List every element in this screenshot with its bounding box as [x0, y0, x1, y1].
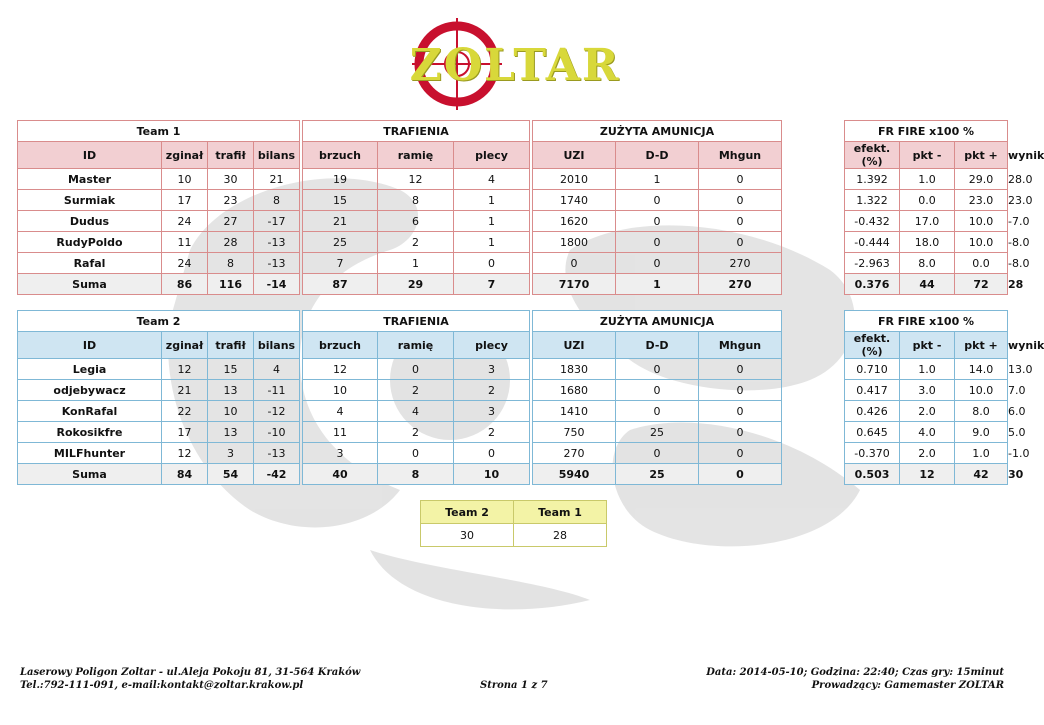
team2-player-cell: 2 — [378, 422, 454, 443]
team1-player-cell: 0.0 — [900, 190, 955, 211]
team1-player-cell: 1 — [616, 169, 699, 190]
team1-column-header-cell: efekt.(%) — [845, 142, 900, 169]
team1-column-header-cell: bilans — [254, 142, 300, 169]
team2-player-row: Legia 12 15 4 12 0 3 1830 0 0 0.710 1.0 14.0 13.0 — [18, 359, 1008, 380]
footer-address: Laserowy Poligon Zoltar - ul.Aleja Pokoju 81, 31-564 Kraków — [20, 667, 361, 678]
team2-player-cell: KonRafal — [18, 401, 162, 422]
team2-column-header-cell: D-D — [616, 332, 699, 359]
team2-sum-cell: 0.503 — [845, 464, 900, 485]
team1-column-header-row: ID zginał trafił bilans brzuch ramię plecy UZI D-D Mhgun efekt.(%) pkt - pkt + wynik — [18, 142, 1008, 169]
team1-player-cell: -17 — [254, 211, 300, 232]
team1-sum-cell: 86 — [162, 274, 208, 295]
result-value-cell: 30 — [421, 524, 514, 547]
team1-sum-cell: -14 — [254, 274, 300, 295]
team1-column-header-cell: plecy — [454, 142, 530, 169]
team2-group-frfire: FR FIRE x100 % — [845, 311, 1008, 332]
team2-player-row: MILFhunter 12 3 -13 3 0 0 270 0 0 -0.370 2.0 1.0 -1.0 — [18, 443, 1008, 464]
team1-player-row: Master 10 30 21 19 12 4 2010 1 0 1.392 1.0 29.0 28.0 — [18, 169, 1008, 190]
team2-column-header-cell: pkt - — [900, 332, 955, 359]
column-gap — [782, 211, 845, 232]
column-gap — [782, 169, 845, 190]
footer-host: Prowadzący: Gamemaster ZOLTAR — [811, 680, 1004, 691]
team2-player-cell: 25 — [616, 422, 699, 443]
team1-player-cell: 8 — [378, 190, 454, 211]
team1-player-cell: -0.432 — [845, 211, 900, 232]
column-gap — [782, 422, 845, 443]
team2-player-cell: 1.0 — [955, 443, 1008, 464]
team1-column-header-cell: brzuch — [303, 142, 378, 169]
team2-player-cell: 0 — [699, 422, 782, 443]
team2-player-cell: 0 — [616, 359, 699, 380]
team2-player-cell: 10 — [303, 380, 378, 401]
team2-column-header-cell: bilans — [254, 332, 300, 359]
team1-player-cell: Dudus — [18, 211, 162, 232]
team2-player-cell: 2 — [378, 380, 454, 401]
team2-sum-cell: 84 — [162, 464, 208, 485]
team1-player-cell: 27 — [208, 211, 254, 232]
team1-sum-cell: 0.376 — [845, 274, 900, 295]
team2-player-cell: 14.0 — [955, 359, 1008, 380]
team2-title: Team 2 — [18, 311, 300, 332]
team2-player-cell: MILFhunter — [18, 443, 162, 464]
team2-player-cell: 0 — [699, 380, 782, 401]
team2-column-header-cell: UZI — [533, 332, 616, 359]
team1-player-cell: 0 — [699, 169, 782, 190]
team2-player-cell: 0 — [616, 380, 699, 401]
team2-player-cell: 0 — [699, 443, 782, 464]
team2-player-cell: 21 — [162, 380, 208, 401]
team1-player-cell: 12 — [378, 169, 454, 190]
team1-player-cell: 0.0 — [955, 253, 1008, 274]
column-gap — [782, 401, 845, 422]
team2-player-cell: 8.0 — [955, 401, 1008, 422]
team1-player-cell: 0 — [616, 232, 699, 253]
team2-player-cell: 4 — [378, 401, 454, 422]
result-header-row — [421, 501, 607, 524]
team2-player-cell: 2 — [454, 380, 530, 401]
team2-player-cell: 0.645 — [845, 422, 900, 443]
team2-player-cell: 15 — [208, 359, 254, 380]
team1-player-cell: 1 — [378, 253, 454, 274]
team2-player-cell: 17 — [162, 422, 208, 443]
column-gap — [782, 359, 845, 380]
team1-player-cell: 6 — [378, 211, 454, 232]
team2-player-cell: 2 — [454, 422, 530, 443]
team2-player-cell: 13 — [208, 380, 254, 401]
column-gap — [782, 142, 845, 169]
team1-player-cell: 1 — [454, 190, 530, 211]
team2-player-cell: -11 — [254, 380, 300, 401]
team1-player-cell: 7 — [303, 253, 378, 274]
column-gap — [782, 380, 845, 401]
column-gap — [782, 443, 845, 464]
team1-body — [18, 169, 1033, 295]
team1-player-cell: 0 — [699, 211, 782, 232]
team2-player-cell: 0 — [378, 443, 454, 464]
team1-player-cell: 18.0 — [900, 232, 955, 253]
team1-group-trafienia: TRAFIENIA — [303, 121, 530, 142]
team2-group-amunicja: ZUŻYTA AMUNICJA — [533, 311, 782, 332]
team1-player-cell: 1740 — [533, 190, 616, 211]
team1-player-cell: 24 — [162, 211, 208, 232]
team1-column-header-cell: ID — [18, 142, 162, 169]
team1-player-cell: 10.0 — [955, 211, 1008, 232]
team2-sum-cell: 25 — [616, 464, 699, 485]
team1-player-cell: 0 — [699, 232, 782, 253]
team2-group-trafienia: TRAFIENIA — [303, 311, 530, 332]
team1-player-cell: 25 — [303, 232, 378, 253]
team1-player-cell: 0 — [616, 211, 699, 232]
team1-table — [17, 120, 1044, 295]
team1-player-cell: 0 — [699, 190, 782, 211]
team1-player-cell: -0.444 — [845, 232, 900, 253]
team1-column-header-cell: UZI — [533, 142, 616, 169]
team1-player-cell: 8 — [208, 253, 254, 274]
team1-player-cell: Surmiak — [18, 190, 162, 211]
team2-player-cell: 0.710 — [845, 359, 900, 380]
team2-player-cell: 13 — [208, 422, 254, 443]
team2-player-cell: odjebywacz — [18, 380, 162, 401]
team2-table — [17, 310, 1044, 485]
team2-player-cell: 2.0 — [900, 401, 955, 422]
result-value-cell: 28 — [514, 524, 607, 547]
column-gap — [782, 232, 845, 253]
result-header-cell: Team 2 — [421, 501, 514, 524]
team2-sum-cell: 12 — [900, 464, 955, 485]
team1-column-header-cell: Mhgun — [699, 142, 782, 169]
result-value-row — [421, 524, 607, 547]
team1-sum-cell: 116 — [208, 274, 254, 295]
team1-player-row: Dudus 24 27 -17 21 6 1 1620 0 0 -0.432 17.0 10.0 -7.0 — [18, 211, 1008, 232]
team2-player-cell: 2.0 — [900, 443, 955, 464]
result-header-cell: Team 1 — [514, 501, 607, 524]
column-gap — [782, 332, 845, 359]
team1-player-cell: 0 — [533, 253, 616, 274]
team2-player-cell: 3 — [454, 359, 530, 380]
team2-player-cell: 22 — [162, 401, 208, 422]
team1-sum-cell: 270 — [699, 274, 782, 295]
team1-player-cell: 2 — [378, 232, 454, 253]
team1-group-amunicja: ZUŻYTA AMUNICJA — [533, 121, 782, 142]
team2-player-cell: -12 — [254, 401, 300, 422]
footer-game-info: Data: 2014-05-10; Godzina: 22:40; Czas gry: 15minut — [706, 667, 1004, 678]
team2-column-header-cell: zginał — [162, 332, 208, 359]
team2-player-cell: 1.0 — [900, 359, 955, 380]
team1-player-cell: 11 — [162, 232, 208, 253]
team1-player-cell: 17 — [162, 190, 208, 211]
team2-sum-cell: 0 — [699, 464, 782, 485]
team2-sum-cell: -42 — [254, 464, 300, 485]
footer-page-number: Strona 1 z 7 — [480, 680, 548, 691]
team1-player-cell: 10.0 — [955, 232, 1008, 253]
team1-title: Team 1 — [18, 121, 300, 142]
team1-sum-cell: 87 — [303, 274, 378, 295]
team2-sum-cell: 10 — [454, 464, 530, 485]
team1-player-cell: 10 — [162, 169, 208, 190]
team1-player-row: Surmiak 17 23 8 15 8 1 1740 0 0 1.322 0.0 23.0 23.0 — [18, 190, 1008, 211]
zoltar-logo — [400, 18, 630, 110]
team1-column-header-cell: ramię — [378, 142, 454, 169]
team1-player-cell: -13 — [254, 253, 300, 274]
column-gap — [782, 253, 845, 274]
team2-player-cell: Legia — [18, 359, 162, 380]
team1-sum-row: Suma 86 116 -14 87 29 7 7170 1 270 0.376 44 72 28 — [18, 274, 1008, 295]
team2-column-header-cell: plecy — [454, 332, 530, 359]
team2-sum-cell: 8 — [378, 464, 454, 485]
team1-player-cell: Master — [18, 169, 162, 190]
team1-group-header-row — [18, 121, 1008, 142]
team2-player-cell: 270 — [533, 443, 616, 464]
team2-sum-cell: 54 — [208, 464, 254, 485]
team2-column-header-cell: trafił — [208, 332, 254, 359]
team2-player-cell: 750 — [533, 422, 616, 443]
team1-player-cell: 28 — [208, 232, 254, 253]
team1-player-cell: 23 — [208, 190, 254, 211]
team2-player-cell: Rokosikfre — [18, 422, 162, 443]
team2-player-cell: -13 — [254, 443, 300, 464]
team1-sum-cell: 72 — [955, 274, 1008, 295]
team2-player-cell: 3 — [303, 443, 378, 464]
team1-column-header-cell: zginał — [162, 142, 208, 169]
team1-player-cell: 0 — [616, 190, 699, 211]
team1-player-cell: 8.0 — [900, 253, 955, 274]
team2-player-cell: 10 — [208, 401, 254, 422]
team2-player-cell: 0 — [699, 401, 782, 422]
team1-column-header-cell: D-D — [616, 142, 699, 169]
team2-player-row: odjebywacz 21 13 -11 10 2 2 1680 0 0 0.417 3.0 10.0 7.0 — [18, 380, 1008, 401]
team1-player-row: Rafal 24 8 -13 7 1 0 0 0 270 -2.963 8.0 0.0 -8.0 — [18, 253, 1008, 274]
team1-group-frfire: FR FIRE x100 % — [845, 121, 1008, 142]
team2-column-header-cell: Mhgun — [699, 332, 782, 359]
team2-player-cell: 0 — [616, 443, 699, 464]
team2-sum-cell: Suma — [18, 464, 162, 485]
team2-column-header-cell: brzuch — [303, 332, 378, 359]
team2-player-cell: 12 — [162, 359, 208, 380]
team2-player-cell: 1410 — [533, 401, 616, 422]
team2-player-cell: 0 — [616, 401, 699, 422]
team2-player-cell: 10.0 — [955, 380, 1008, 401]
team2-player-cell: 12 — [303, 359, 378, 380]
team2-player-cell: 1830 — [533, 359, 616, 380]
team2-sum-cell: 5940 — [533, 464, 616, 485]
team2-player-row: KonRafal 22 10 -12 4 4 3 1410 0 0 0.426 2.0 8.0 6.0 — [18, 401, 1008, 422]
team1-player-cell: 270 — [699, 253, 782, 274]
team2-column-header-row: ID zginał trafił bilans brzuch ramię plecy UZI D-D Mhgun efekt.(%) pkt - pkt + wynik — [18, 332, 1008, 359]
page-footer — [20, 667, 1004, 693]
team2-player-cell: 12 — [162, 443, 208, 464]
team1-player-cell: 24 — [162, 253, 208, 274]
team2-player-cell: 3 — [208, 443, 254, 464]
result-table — [420, 500, 607, 547]
team2-sum-row: Suma 84 54 -42 40 8 10 5940 25 0 0.503 12 42 30 — [18, 464, 1008, 485]
team2-column-header-cell: ID — [18, 332, 162, 359]
team1-column-header-cell: pkt - — [900, 142, 955, 169]
team1-sum-cell: 7170 — [533, 274, 616, 295]
team1-player-cell: 8 — [254, 190, 300, 211]
team1-sum-cell: 1 — [616, 274, 699, 295]
team1-player-cell: 2010 — [533, 169, 616, 190]
team1-sum-cell: 44 — [900, 274, 955, 295]
team1-player-cell: RudyPoldo — [18, 232, 162, 253]
team2-group-header-row — [18, 311, 1008, 332]
column-gap — [782, 274, 845, 295]
team2-player-cell: -0.370 — [845, 443, 900, 464]
team2-player-cell: 11 — [303, 422, 378, 443]
team1-player-cell: 1800 — [533, 232, 616, 253]
team1-sum-cell: 7 — [454, 274, 530, 295]
team2-column-header-cell: efekt.(%) — [845, 332, 900, 359]
footer-contact: Tel.:792-111-091, e-mail:kontakt@zoltar.krakow.pl — [20, 680, 304, 691]
team2-player-cell: 4 — [254, 359, 300, 380]
team1-player-cell: 21 — [303, 211, 378, 232]
team2-sum-cell: 40 — [303, 464, 378, 485]
team2-player-cell: 4.0 — [900, 422, 955, 443]
team1-player-cell: 0 — [616, 253, 699, 274]
team1-column-header-cell: pkt + — [955, 142, 1008, 169]
team2-player-cell: 3 — [454, 401, 530, 422]
column-gap — [782, 464, 845, 485]
team2-player-cell: -10 — [254, 422, 300, 443]
team2-column-header-cell: ramię — [378, 332, 454, 359]
team1-player-cell: 1 — [454, 232, 530, 253]
team1-player-cell: 1.0 — [900, 169, 955, 190]
team2-player-cell: 4 — [303, 401, 378, 422]
team2-player-cell: 3.0 — [900, 380, 955, 401]
team1-player-cell: 21 — [254, 169, 300, 190]
team1-player-cell: 17.0 — [900, 211, 955, 232]
team2-column-header-cell: pkt + — [955, 332, 1008, 359]
team1-player-cell: 0 — [454, 253, 530, 274]
team1-player-cell: 4 — [454, 169, 530, 190]
team2-player-row: Rokosikfre 17 13 -10 11 2 2 750 25 0 0.645 4.0 9.0 5.0 — [18, 422, 1008, 443]
team2-player-cell: 0 — [454, 443, 530, 464]
team1-player-cell: 30 — [208, 169, 254, 190]
column-gap — [782, 190, 845, 211]
team1-sum-cell: Suma — [18, 274, 162, 295]
team1-player-cell: 19 — [303, 169, 378, 190]
logo-text: ZOLTAR — [409, 40, 621, 91]
team1-player-cell: 15 — [303, 190, 378, 211]
team2-player-cell: 1680 — [533, 380, 616, 401]
team1-column-header-cell: trafił — [208, 142, 254, 169]
team2-player-cell: 0 — [699, 359, 782, 380]
team1-player-cell: -2.963 — [845, 253, 900, 274]
team1-player-cell: 29.0 — [955, 169, 1008, 190]
team1-player-cell: 1.392 — [845, 169, 900, 190]
team2-player-cell: 0.417 — [845, 380, 900, 401]
team1-player-cell: -13 — [254, 232, 300, 253]
team1-player-cell: Rafal — [18, 253, 162, 274]
team1-player-cell: 1.322 — [845, 190, 900, 211]
team2-player-cell: 9.0 — [955, 422, 1008, 443]
team1-sum-cell: 29 — [378, 274, 454, 295]
team1-player-cell: 1620 — [533, 211, 616, 232]
team1-player-cell: 1 — [454, 211, 530, 232]
team2-player-cell: 0.426 — [845, 401, 900, 422]
team2-body — [18, 359, 1033, 485]
team2-player-cell: 0 — [378, 359, 454, 380]
team1-player-cell: 23.0 — [955, 190, 1008, 211]
team2-sum-cell: 42 — [955, 464, 1008, 485]
team1-player-row: RudyPoldo 11 28 -13 25 2 1 1800 0 0 -0.444 18.0 10.0 -8.0 — [18, 232, 1008, 253]
